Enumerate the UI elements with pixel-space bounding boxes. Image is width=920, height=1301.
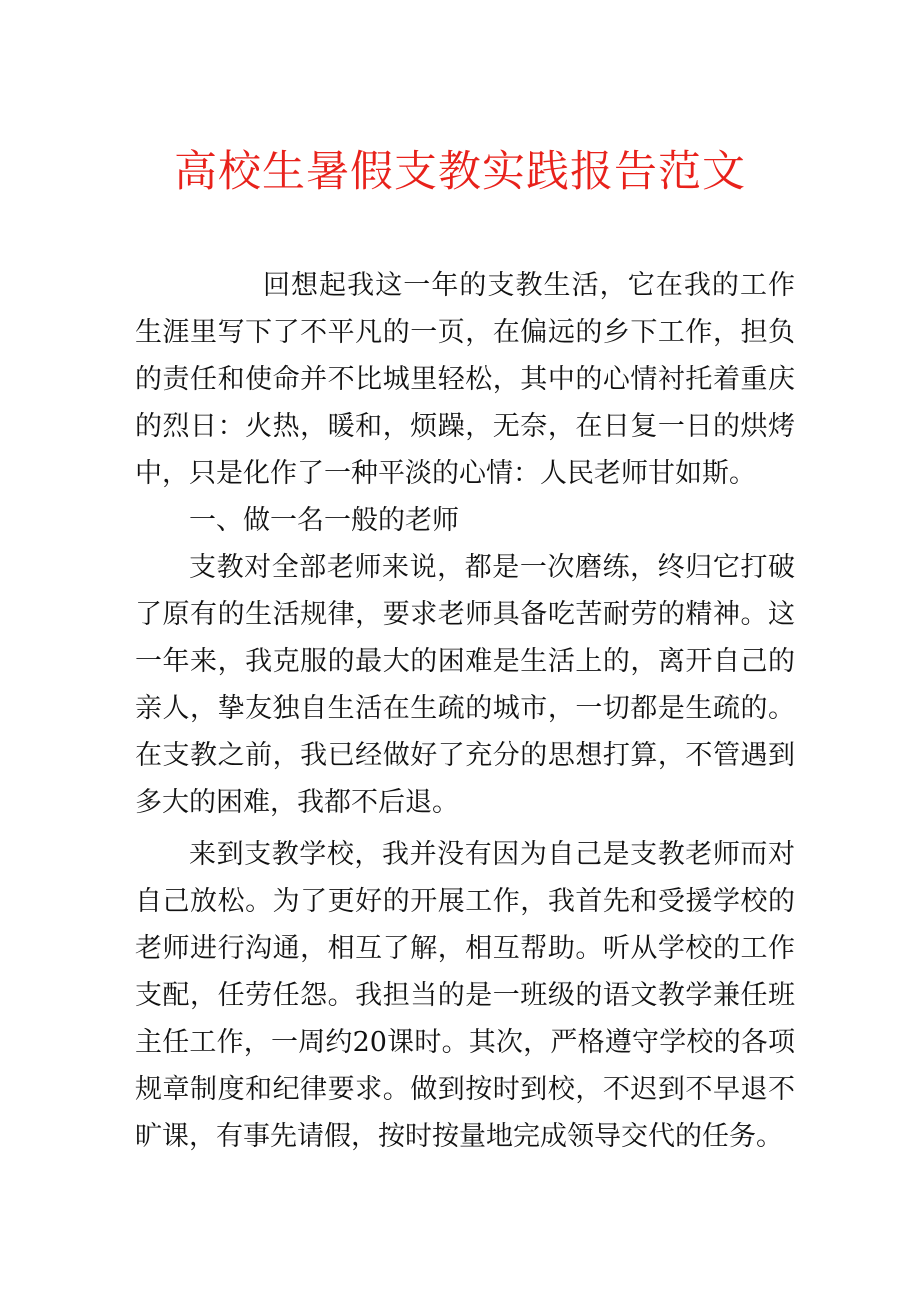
section-heading: 一、做一名一般的老师	[189, 505, 459, 536]
paragraph-intro: 回想起我这一年的支教生活，它在我的工作生涯里写下了不平凡的一页，在偏远的乡下工作，担负的责任和使命并不比城里轻松，其中的心情衬托着重庆的烈日：火热，暖和，烦躁，无奈，在日复一日的烘烤中，只是化作了一种平淡的心情：人民老师甘如斯。	[135, 270, 795, 489]
paragraph-body: 来到支教学校，我并没有因为自己是支教老师而对自己放松。为了更好的开展工作，我首先和受援学校的老师进行沟通，相互了解，相互帮助。听从学校的工作支配，任劳任怨。我担当的是一班级的语文教学兼任班主任工作，一周约20课时。其次，严格遵守学校的各项规章制度和纪律要求。做到按时到校，不迟到不早退不旷课，有事先请假，按时按量地完成领导交代的任务。	[135, 839, 795, 1152]
document-title: 高校生暑假支教实践报告范文	[174, 147, 746, 197]
document-body	[135, 262, 795, 1160]
paragraph-body: 支教对全部老师来说，都是一次磨练，终归它打破了原有的生活规律，要求老师具备吃苦耐劳的精神。这一年来，我克服的最大的困难是生活上的，离开自己的亲人，挚友独自生活在生疏的城市，一切都是生疏的。在支教之前，我已经做好了充分的思想打算，不管遇到多大的困难，我都不后退。	[135, 552, 795, 818]
